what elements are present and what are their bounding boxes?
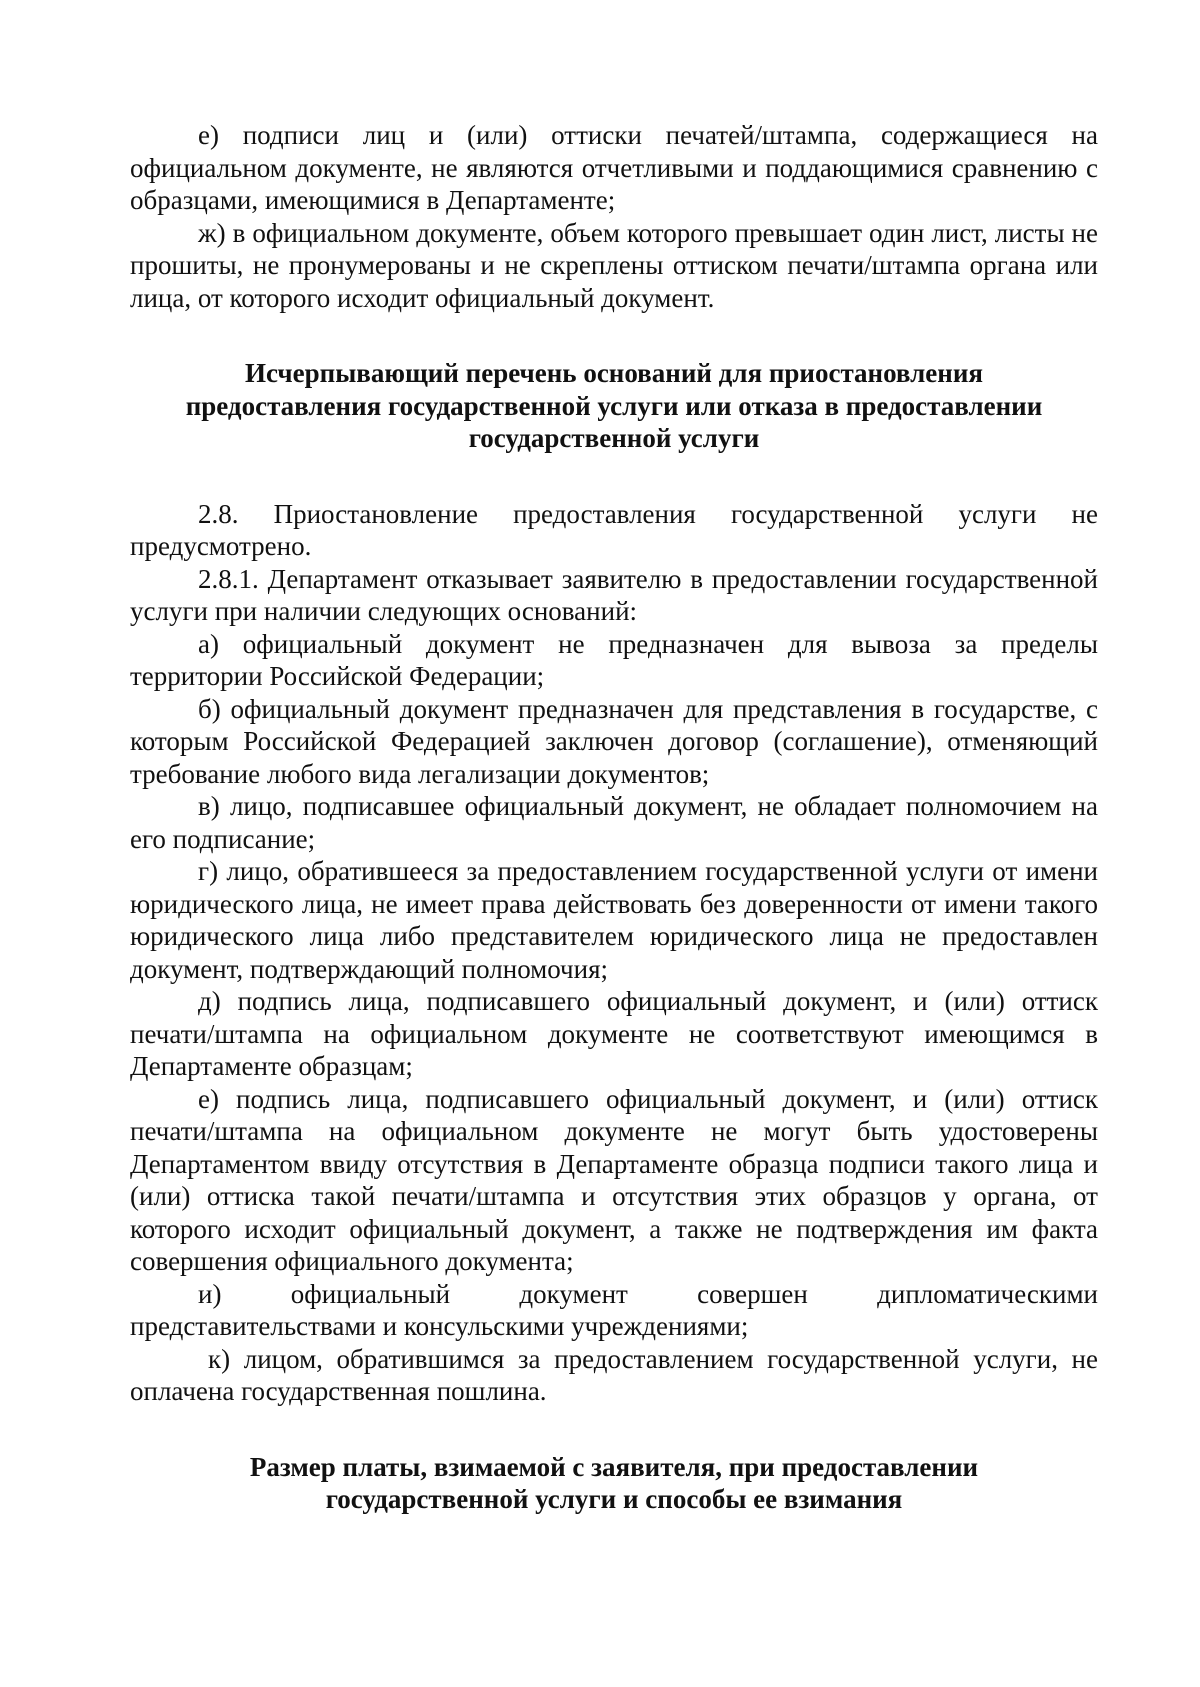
paragraph-item-d: д) подпись лица, подписавшего официальный документ, и (или) оттиск печати/штампа на официальном документе не соответствуют имеющимся в Департаменте образцам;: [130, 986, 1098, 1081]
paragraph-2-8-1: 2.8.1. Департамент отказывает заявителю в предоставлении государственной услуги при наличии следующих оснований:: [130, 563, 1098, 626]
paragraph-item-zh-multipage: ж) в официальном документе, объем которого превышает один лист, листы не прошиты, не пронумерованы и не скреплены оттиском печати/штампа органа или лица, от которого исходит официальный документ.: [130, 217, 1098, 313]
paragraph-item-v: в) лицо, подписавшее официальный документ, не обладает полномочием на его подписание;: [130, 791, 1098, 854]
paragraph-item-a: а) официальный документ не предназначен для вывоза за пределы территории Российской Федерации;: [130, 628, 1098, 691]
paragraph-item-i: и) официальный документ совершен дипломатическими представительствами и консульскими учреждениями;: [130, 1278, 1098, 1341]
paragraph-item-e-signatures: е) подписи лиц и (или) оттиски печатей/штампа, содержащиеся на официальном документе, не являются отчетливыми и поддающимися сравнению с образцами, имеющимися в Департаменте;: [130, 120, 1098, 215]
paragraph-2-8: 2.8. Приостановление предоставления государственной услуги не предусмотрено.: [130, 498, 1098, 561]
section-heading-grounds-for-refusal: Исчерпывающий перечень оснований для приостановления предоставления государственной услуги или отказа в предоставлении государственной услуги: [185, 358, 1043, 453]
paragraph-item-g: г) лицо, обратившееся за предоставлением государственной услуги от имени юридического лица, не имеет права действовать без доверенности от имени такого юридического лица либо представителем юридического лица не предоставлен документ, подтверждающий полномочия;: [130, 856, 1098, 984]
document-body: [130, 119, 1098, 1516]
paragraph-item-k: к) лицом, обратившимся за предоставлением государственной услуги, не оплачена государственная пошлина.: [130, 1343, 1098, 1406]
paragraph-item-b: б) официальный документ предназначен для представления в государстве, с которым Российской Федерацией заключен договор (соглашение), отменяющий требование любого вида легализации документов;: [130, 693, 1098, 789]
paragraph-item-e: е) подпись лица, подписавшего официальный документ, и (или) оттиск печати/штампа на официальном документе не могут быть удостоверены Департаментом ввиду отсутствия в Департаменте образца подписи такого лица и (или) оттиска такой печати/штампа и отсутствия этих образцов у органа, от которого исходит официальный документ, а также не подтверждения им факта совершения официального документа;: [130, 1083, 1098, 1276]
section-heading-fee: Размер платы, взимаемой с заявителя, при предоставлении государственной услуги и способы ее взимания: [249, 1451, 979, 1514]
